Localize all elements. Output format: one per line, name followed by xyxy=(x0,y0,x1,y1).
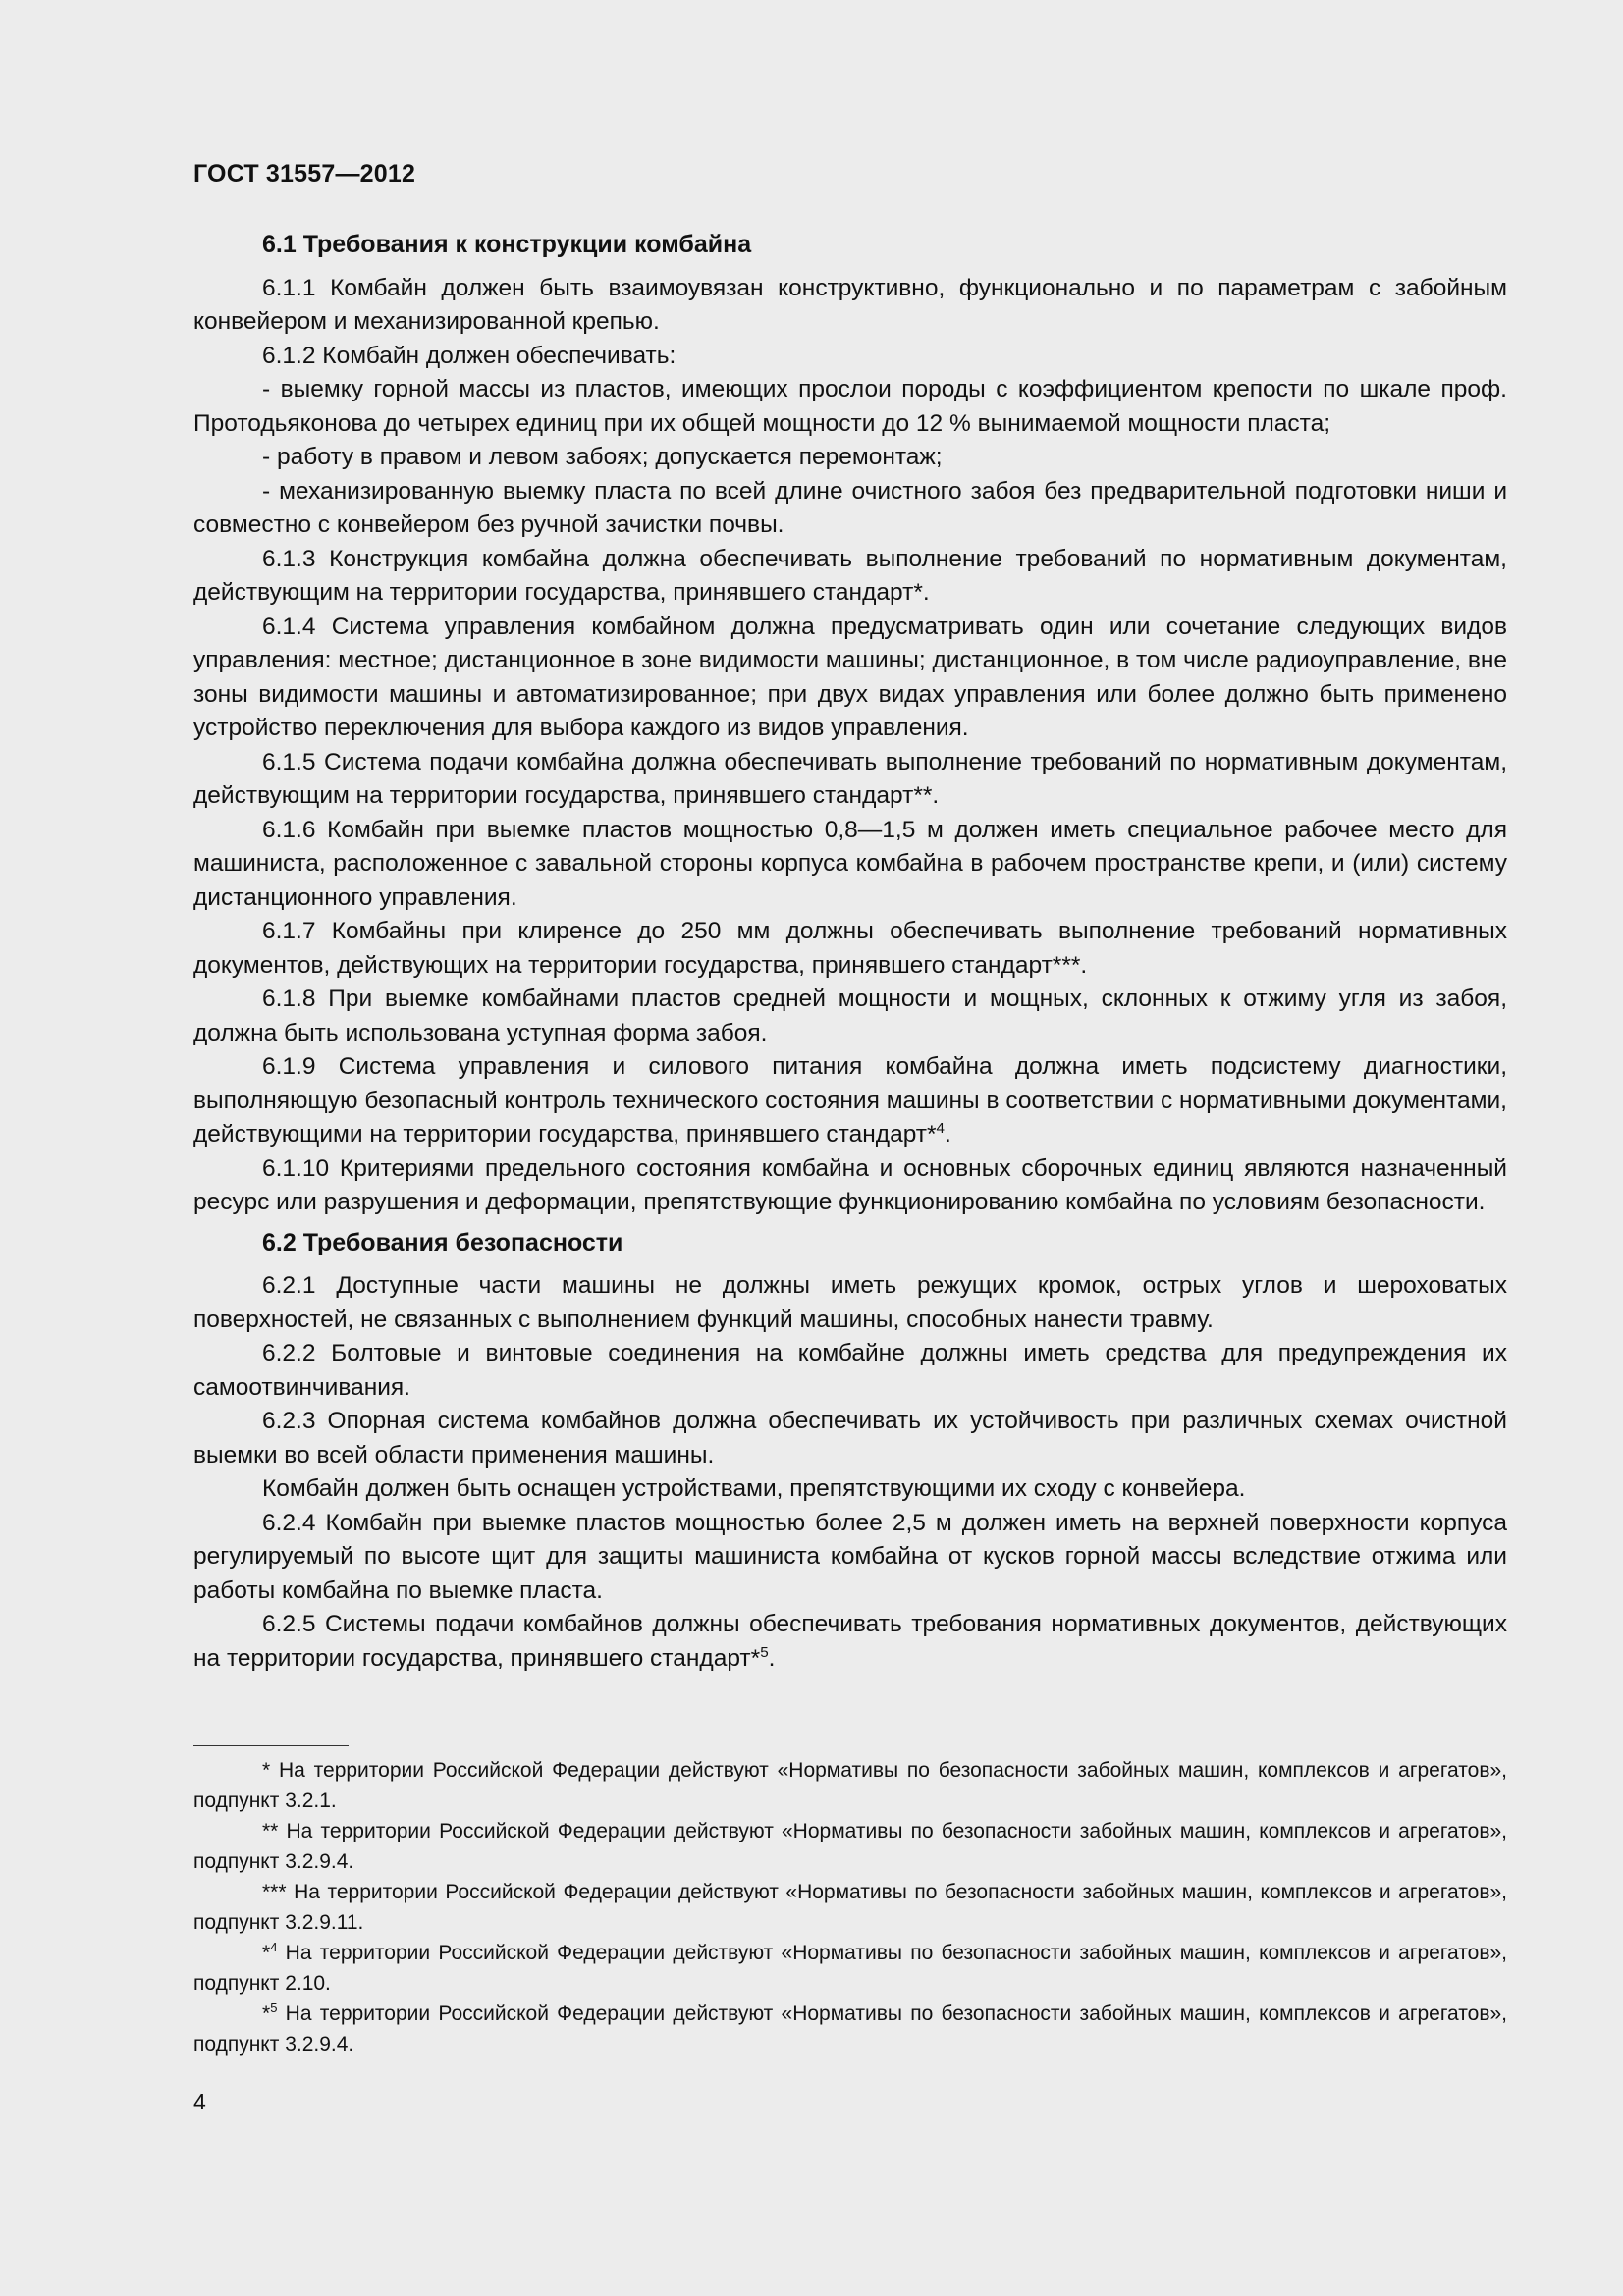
paragraph-6-1-3: 6.1.3 Конструкция комбайна должна обеспечивать выполнение требований по нормативным документам, действующим на территории государства, принявшего стандарт*. xyxy=(193,545,1507,606)
paragraph-6-2-5 xyxy=(193,1608,1507,1676)
paragraph-6-2-2: 6.2.2 Болтовые и винтовые соединения на комбайне должны иметь средства для предупреждения их самоотвинчивания. xyxy=(193,1340,1507,1401)
list-item-6-1-2-c: - механизированную выемку пласта по всей длине очистного забоя без предварительной подготовки ниши и совместно с конвейером без ручной зачистки почвы. xyxy=(193,477,1507,538)
paragraph-6-1-4: 6.1.4 Система управления комбайном должна предусматривать один или сочетание следующих видов управления: местное; дистанционное в зоне видимости машины; дистанционное, в том числе радиоуправление, вне зоны видимости машины и автоматизированное; при двух видах управления или более должно быть применено устройство переключения для выбора каждого из видов управления. xyxy=(193,613,1507,741)
document-code-header: ГОСТ 31557—2012 xyxy=(193,160,416,187)
section-heading-6-2: 6.2 Требования безопасности xyxy=(262,1228,623,1256)
paragraph-6-1-8: 6.1.8 При выемке комбайнами пластов средней мощности и мощных, склонных к отжиму угля из забоя, должна быть использована уступная форма забоя. xyxy=(193,986,1507,1046)
paragraph-6-1-9 xyxy=(193,1050,1507,1152)
footnote-5-text: На территории Российской Федерации действуют «Нормативы по безопасности забойных машин, комплексов и агрегатов», подпункт 3.2.9.4. xyxy=(193,2002,1507,2056)
paragraph-6-1-7: 6.1.7 Комбайны при клиренсе до 250 мм должны обеспечивать выполнение требований нормативных документов, действующих на территории государства, принявшего стандарт***. xyxy=(193,918,1507,979)
paragraph-6-1-2: 6.1.2 Комбайн должен обеспечивать: xyxy=(262,342,676,369)
paragraph-6-1-5: 6.1.5 Система подачи комбайна должна обеспечивать выполнение требований по нормативным документам, действующим на территории государства, принявшего стандарт**. xyxy=(193,748,1507,809)
list-item-6-1-2-a: - выемку горной массы из пластов, имеющих прослои породы с коэффициентом крепости по шкале проф. Протодьяконова до четырех единиц при их общей мощности до 12 % вынимаемой мощности пласта; xyxy=(193,376,1507,437)
footnote-4-mark: * xyxy=(262,1942,271,1964)
paragraph-6-1-9-text: 6.1.9 Система управления и силового питания комбайна должна иметь подсистему диагностики, выполняющую безопасный контроль технического состояния машины в соответствии с нормативными документами, действующими на территории государства, принявшего стандарт* xyxy=(193,1053,1507,1148)
paragraph-6-2-4: 6.2.4 Комбайн при выемке пластов мощностью более 2,5 м должен иметь на верхней поверхности корпуса регулируемый по высоте щит для защиты машиниста комбайна от кусков горной массы вследствие отжима или работы комбайна по выемке пласта. xyxy=(193,1509,1507,1604)
footnote-2: ** На территории Российской Федерации действуют «Нормативы по безопасности забойных машин, комплексов и агрегатов», подпункт 3.2.9.4. xyxy=(193,1820,1507,1873)
paragraph-6-2-5-text: 6.2.5 Системы подачи комбайнов должны обеспечивать требования нормативных документов, действующих на территории государства, принявшего стандарт* xyxy=(193,1611,1507,1672)
paragraph-6-2-5-end: . xyxy=(768,1644,776,1672)
footnote-5-mark: * xyxy=(262,2002,271,2025)
paragraph-6-1-10: 6.1.10 Критериями предельного состояния комбайна и основных сборочных единиц являются назначенный ресурс или разрушения и деформации, препятствующие функционированию комбайна по условиям безопасности. xyxy=(193,1154,1507,1215)
footnote-1: * На территории Российской Федерации действуют «Нормативы по безопасности забойных машин, комплексов и агрегатов», подпункт 3.2.1. xyxy=(193,1759,1507,1812)
paragraph-6-1-9-end: . xyxy=(945,1121,951,1148)
document-body xyxy=(193,228,1507,1676)
paragraph-6-2-3: 6.2.3 Опорная система комбайнов должна обеспечивать их устойчивость при различных схемах очистной выемки во всей области применения машины. xyxy=(193,1408,1507,1468)
footnote-3: *** На территории Российской Федерации действуют «Нормативы по безопасности забойных машин, комплексов и агрегатов», подпункт 3.2.9.11. xyxy=(193,1881,1507,1934)
footnote-divider xyxy=(193,1745,349,1746)
page-number: 4 xyxy=(193,2089,206,2114)
footnote-4-sup: 4 xyxy=(270,1940,278,1954)
section-heading-6-1: 6.1 Требования к конструкции комбайна xyxy=(262,231,752,258)
paragraph-6-2-3-b: Комбайн должен быть оснащен устройствами, препятствующими их сходу с конвейера. xyxy=(262,1475,1246,1502)
footnote-ref-5: 5 xyxy=(760,1643,769,1661)
paragraph-6-1-6: 6.1.6 Комбайн при выемке пластов мощностью 0,8—1,5 м должен иметь специальное рабочее место для машиниста, расположенное с завальной стороны корпуса комбайна в рабочем пространстве крепи, и (или) систему дистанционного управления. xyxy=(193,816,1507,911)
list-item-6-1-2-b: - работу в правом и левом забоях; допускается перемонтаж; xyxy=(262,444,943,470)
footnote-4-text: На территории Российской Федерации действуют «Нормативы по безопасности забойных машин, комплексов и агрегатов», подпункт 2.10. xyxy=(193,1942,1507,1995)
footnote-5-sup: 5 xyxy=(270,2001,278,2015)
footnote-ref-4: 4 xyxy=(936,1119,945,1137)
paragraph-6-2-1: 6.2.1 Доступные части машины не должны иметь режущих кромок, острых углов и шероховатых поверхностей, не связанных с выполнением функций машины, способных нанести травму. xyxy=(193,1272,1507,1333)
footnotes-block xyxy=(193,1756,1507,2060)
footnote-4 xyxy=(193,1939,1507,1999)
footnote-5 xyxy=(193,2000,1507,2059)
paragraph-6-1-1: 6.1.1 Комбайн должен быть взаимоувязан конструктивно, функционально и по параметрам с забойным конвейером и механизированной крепью. xyxy=(193,274,1507,335)
